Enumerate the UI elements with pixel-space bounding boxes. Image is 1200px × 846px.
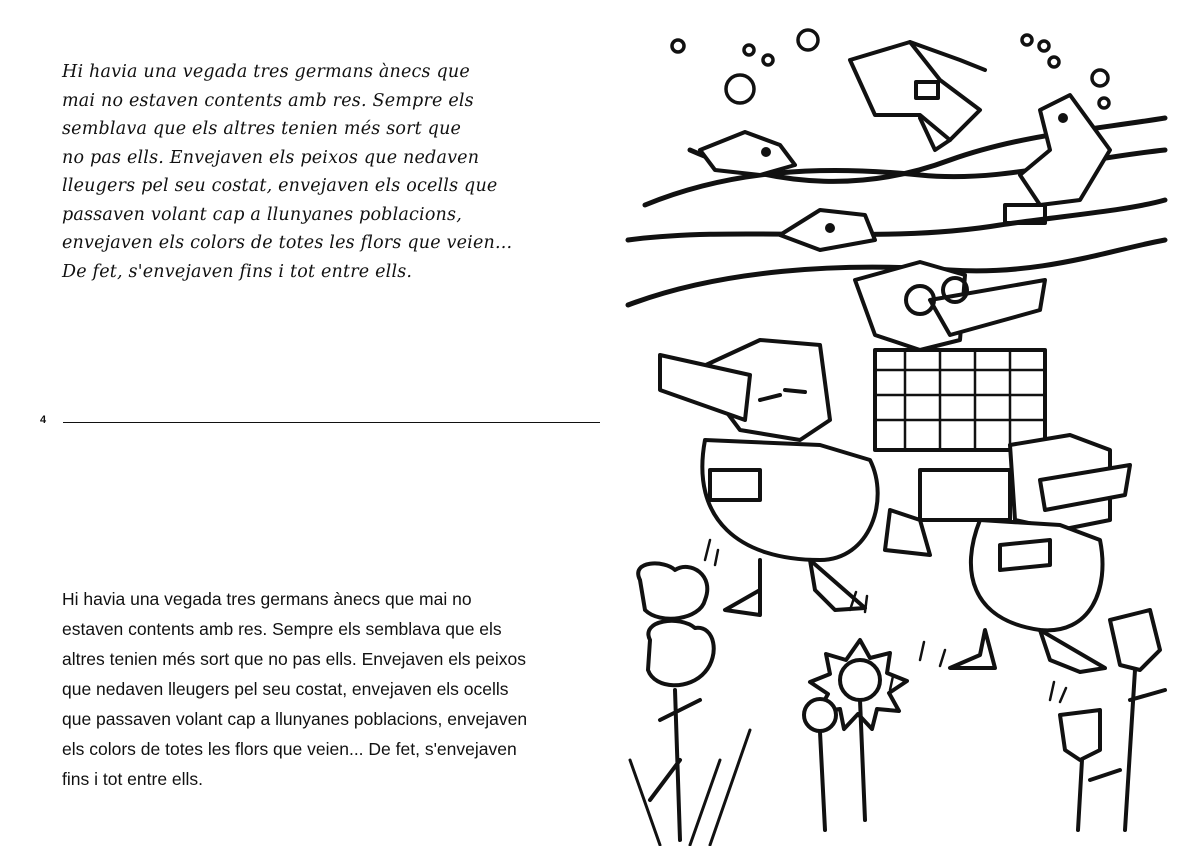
fish-middle — [700, 132, 795, 175]
print-line: estaven contents amb res. Sempre els semblava que els — [62, 619, 502, 639]
cursive-line: De fet, s'envejaven fins i tot entre ells. — [62, 261, 413, 282]
cursive-line: mai no estaven contents amb res. Sempre els — [62, 90, 474, 111]
duck-illustration — [620, 0, 1200, 846]
fish-lower — [780, 210, 875, 250]
page-divider — [63, 422, 600, 423]
print-line: fins i tot entre ells. — [62, 769, 204, 789]
cursive-line: semblava que els altres tenien més sort que — [62, 119, 462, 139]
daisy-flowers — [804, 640, 907, 830]
tulip-flowers — [1060, 610, 1165, 830]
cursive-line: lleugers pel seu costat, envejaven els ocells que — [62, 176, 498, 196]
print-line: els colors de totes les flors que veien... De fet, s'envejaven — [62, 739, 517, 759]
cursive-line: Hi havia una vegada tres germans ànecs que — [62, 62, 470, 82]
fish-right — [1005, 95, 1110, 223]
cursive-line: envejaven els colors de totes les flors que veien... — [62, 233, 513, 253]
cursive-line: passaven volant cap a llunyanes poblacions, — [62, 204, 462, 225]
print-line: que nedaven lleugers pel seu costat, envejaven els ocells — [62, 679, 509, 699]
page-number: 4 — [40, 414, 47, 426]
print-line: Hi havia una vegada tres germans ànecs que mai no — [62, 589, 472, 609]
cursive-text-block — [62, 58, 582, 286]
print-line: que passaven volant cap a llunyanes poblacions, envejaven — [62, 709, 528, 729]
print-line: altres tenien més sort que no pas ells. Envejaven els peixos — [62, 649, 527, 669]
cursive-line: no pas ells. Envejaven els peixos que nedaven — [62, 147, 480, 168]
print-text-block — [62, 584, 582, 794]
fish-top — [850, 42, 985, 150]
